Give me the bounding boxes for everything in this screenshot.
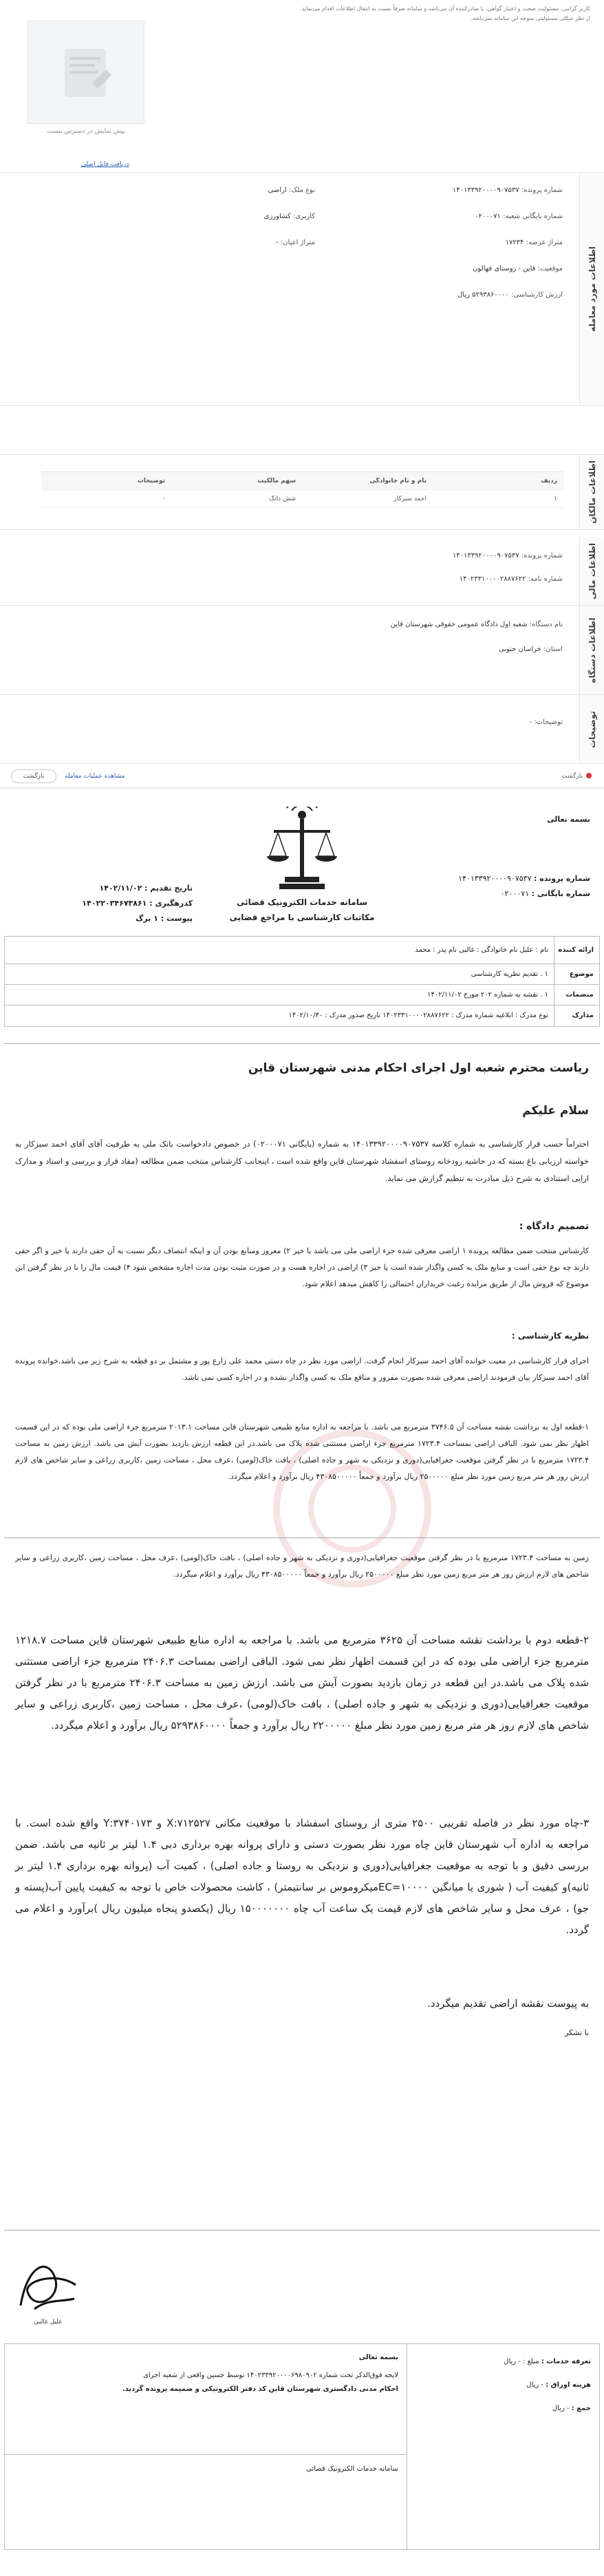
section-deal-info (0, 172, 604, 406)
table-header-cell: سهم مالکیت (257, 477, 296, 485)
letter-header-center (206, 807, 398, 922)
expert-opinion-title: نظریه کارشناسی : (511, 1331, 589, 1341)
field-usage: کاربری: کشاورزی (263, 213, 315, 220)
footer-registration (3, 2344, 407, 2549)
field-province: استان: خراسان جنوبی (498, 646, 563, 653)
footer-text-2: احکام مدنی دادگستری شهرستان قاین کد دفتر الکترونیکی و ضمیمه پرونده گردید. (122, 2385, 398, 2393)
field-land-area: متراژ عرصه: ۱۷۲۳۴ (505, 239, 563, 246)
field-archive-number: شماره بایگانی شعبه: ۰۲۰۰۰۷۱ (475, 213, 563, 220)
expert-paragraph-6: به پیوست نقشه اراضی تقدیم میگردد. (427, 1997, 589, 2010)
section-label: اطلاعات مالکان (579, 455, 604, 529)
footer-basmala: بسمه تعالی (358, 2354, 398, 2361)
expert-paragraph-2: ۱-قطعه اول به برداشت نقشه مساحت آن ۳۷۴۶.۵ مترمربع می باشد. با مراجعه به اداره منابع طبیعی شهرستان قاین مساحت ۲۰۱۳.۱ مترمربع جزء اراضی ملی بوده که در این قسمت اظهار نظر نمی شود. الباقی اراضی بمساحت ۱۷۲۳.۴ مترمربع جزء اراضی مستثنی شده پلاک می باشد.در این قطعه ارزش بازدید بصورت آیش می باشد. ارزش زمین به مساحت ۱۷۲۳.۴ مترمربع با در نظر گرفتن موقعیت جغرافیایی(دوری و نزدیکی به شهر و جاده اصلی) ، بافت خاک(لومی) ،عرف محل ، مساحت زمین ،کاربری زراعی و سایر شاخص های لازم ارزش روز هر متر مربع زمین مورد نظر مبلغ ۲۵۰۰۰۰۰ ریال برآورد و جمعاً ۴۳۰۸۵۰۰۰۰۰ ریال برآورد و اعلام میگردد. (15, 1423, 590, 1481)
signature-image (14, 2250, 83, 2317)
section-label: اطلاعات مورد معامله (579, 173, 604, 405)
divider (4, 2230, 600, 2231)
intro-paragraph: احتراماً حسب قرار کارشناسی به شماره کلاسه ۱۴۰۱۳۳۹۲۰۰۰۰۹۰۷۵۳۷ به شماره (بایگانی ۰۲۰۰۰۷۱) در خصوص دادخواست بانک ملی به طرفیت آقای آقای احمد سبزکار به خواسته ارزیابی باغ بسته که در حاشیه رودخانه روستای اسفشاد شهرستان قاین واقع شده است ، اینجانب کارشناس منتخب ضمن مطالعه (مفاد قرار و بررسی و اسناد و مدارک ارایی استنادی به شرح ذیل مبادرت به تنظیم گزارش می نماید. (15, 1139, 589, 1183)
table-cell: ۱ (554, 495, 557, 502)
meta-row-documents: مدارک نوع مدرک : ابلاغیه شماره مدرک : ۱۴۰۲۳۳۱۰۰۰۰۲۸۸۷۶۲۲ تاریخ صدور مدرک : ۱۴۰۲/۱۰/۳۰ (5, 1005, 599, 1026)
total-line: جمع : - ریال (552, 2405, 591, 2412)
submit-date-line: تاریخ تقدیم : ۱۴۰۲/۱۱/۰۲ (99, 884, 193, 893)
view-operations-link[interactable]: مشاهده عملیات معامله (65, 773, 125, 780)
signer-name: علیل غالبی (34, 2319, 63, 2325)
addressee: ریاست محترم شعبه اول اجرای احکام مدنی شهرستان قاین (248, 1061, 589, 1075)
letter-header-left (28, 881, 193, 926)
table-header-cell: نام و نام خانوادگی (369, 477, 427, 485)
owners-table (41, 471, 564, 508)
page-break (4, 1537, 600, 1538)
basmala: بسمه تعالی (547, 815, 590, 824)
signature-block (14, 2250, 83, 2332)
table-cell: احمد سبزکار (393, 495, 427, 502)
action-bar (0, 764, 604, 789)
org-subtitle: مکاتبات کارشناسی با مراجع قضایی (229, 913, 375, 922)
section-organization (0, 606, 604, 695)
expert-paragraph-4: ۲-قطعه دوم با برداشت نقشه مساحت آن ۳۶۲۵ مترمربع می باشد. با مراجعه به اداره منابع طبیعی شهرستان قاین مساحت ۱۲۱۸.۷ مترمربع جزء اراضی ملی بوده که در این قسمت اظهار نظر نمی شود. الباقی اراضی بمساحت ۲۴۰۶.۳ مترمربع جزء اراضی مستثنی شده پلاک می باشد.در این قطعه در زمان بازدید بصورت آیش می باشد. ارزش زمین به مساحت ۲۴۰۶.۳ مترمربع با در نظر گرفتن موقعیت جغرافیایی(دوری و نزدیکی به شهر و جاده اصلی) ، بافت خاک(لومی) ،عرف محل ، مساحت زمین ،کاربری زراعی و سایر شاخص های لازم روز هر متر مربع زمین مورد نظر مبلغ ۲۲۰۰۰۰۰ ریال برآورد و جمعاً ۵۲۹۳۸۶۰۰۰۰ ریال برآورد و اعلام میگردد. (15, 1634, 589, 1732)
divider (4, 1043, 600, 1044)
section-notes (0, 695, 604, 764)
org-title: سامانه خدمات الکترونیک قضائی (236, 897, 368, 907)
back-button[interactable]: بازگشت (11, 769, 56, 783)
table-row (41, 490, 564, 508)
field-letter-number: شماره نامه: ۱۴۰۲۳۳۱۰۰۰۰۲۸۸۷۶۲۲ (459, 575, 563, 583)
image-placeholder (28, 21, 144, 124)
notification-item[interactable]: بازگشت (561, 769, 592, 783)
table-header-row (41, 472, 564, 490)
decision-title: تصمیم دادگاه : (519, 1221, 589, 1232)
meta-row-applicant: ارائه کننده نام : علیل نام خانوادگی : غالبی نام پدر : محمد (5, 937, 599, 964)
expert-paragraph-1: اجرای قرار کارشناسی در معیت خوانده آقای احمد سبزکار انجام گرفت. اراضی مورد نظر در چاه دستی محمد علی زارع پور و مشتمل بر دو قطعه به شرح زیر می باشد.خوانده پرونده آقای احمد سبزکار بیان فرمودند اراضی معرفی شده بصورت مفروز و منافع ملک به کسی واگذار نشده و در اجاره کسی نمی باشد. (15, 1356, 589, 1382)
footer-fees (407, 2344, 599, 2549)
footer-box (4, 2343, 600, 2550)
section-owners (0, 454, 604, 530)
justice-scale-emblem (264, 807, 340, 896)
disclaimer-line-1: کاربر گرامی، مسئولیت صحت و اعتبار گواهی، با صادرکننده آن می‌باشد و سامانه صرفاً نسبت به انتقال اطلاعات اقدام می‌نماید (301, 6, 590, 12)
greeting: سلام علیکم (522, 1104, 589, 1118)
section-financial (0, 537, 604, 606)
image-placeholder-icon (27, 21, 144, 125)
divider (3, 2454, 407, 2455)
archive-number-line: شماره بایگانی : ۰۲۰۰۰۷۱ (500, 889, 590, 898)
cost-line: هزینه اوراق : - ریال (526, 2381, 591, 2389)
disclaimer-line-2: از نظر شکلی مسئولیتی متوجه این سامانه نمی‌باشد. (470, 15, 590, 21)
file-number-line: شماره پرونده : ۱۴۰۱۳۳۹۲۰۰۰۰۹۰۷۵۳۷ (458, 874, 590, 883)
table-header-cell: توضیحات (137, 477, 165, 485)
letter-header-right (411, 812, 590, 902)
fee-line: تعرفه خدمات : مبلغ : - ریال (504, 2358, 591, 2365)
judicial-letter (0, 801, 604, 2576)
field-financial-file-number: شماره پرونده: ۱۴۰۱۳۳۹۲۰۰۰۰۹۰۷۵۳۷ (452, 552, 563, 560)
footer-system-name: سامانه خدمات الکترونیک قضائی (306, 2465, 398, 2473)
decision-paragraph: کارشناس منتخب ضمن مطالعه پرونده ۱ اراضی معرفی شده جزء اراضی ملی می باشد یا خیر ۲) معروز ومنابع بودن آن و اینکه انتصاف دیگر نسبت به آن حقی دارند یا خیر و اگر حقی دارند چه نوع حقی است و منابع ملک به کسی واگذار شده است یا خیر ۳) اراضی در اجاره هست و در صورت مثبت بودن مدت اجاره مشخص شود ۴) قیمت مال را با در نظر گرفتن این موضوع که فروش مال از طریق مزایده رغبت خریداران احتمالی را کاهش میدهد اعلام شود. (15, 1246, 590, 1288)
thanks: با تشکر (565, 2028, 589, 2037)
attachment-line: پیوست : ۱ برگ (136, 914, 193, 923)
field-file-number: شماره پرونده: ۱۴۰۱۳۳۹۲۰۰۰۰۹۰۷۵۳۷ (452, 187, 563, 194)
image-caption: پیش نمایش در دسترس نیست (47, 128, 125, 135)
letter-meta-table (4, 936, 600, 1027)
footer-text-1: لایحه فوق‌الذکر تحت شماره ۱۴۰۲۳۳۹۲۰۰۰۰۶۹۸۰۹۰۲ توسط حسین واقعی از شعبه اجرای (143, 2372, 398, 2379)
download-original-link[interactable]: دریافت فایل اصلی (81, 161, 129, 168)
info-panel (0, 0, 604, 764)
table-header-cell: ردیف (541, 477, 557, 485)
field-building-area: متراژ اعیان: - (276, 239, 315, 246)
meta-row-subject: موضوع ۱ . تقدیم نظریه کارشناسی (5, 964, 599, 985)
field-org-name: نام دستگاه: شعبه اول دادگاه عمومی حقوقی شهرستان قاین (390, 621, 563, 628)
expert-paragraph-3: زمین به مساحت ۱۷۲۳.۴ مترمربع با در نظر گرفتن موقعیت جغرافیایی(دوری و نزدیکی به شهر و جاده اصلی) ، بافت خاک(لومی) ،عرف محل ، مساحت زمین ،کاربری زراعی و سایر شاخص های لازم ارزش روز هر متر مربع زمین مورد نظر مبلغ ۲۵۰۰۰۰۰ ریال برآورد و جمعاً ۴۳۰۸۵۰۰۰۰۰ ریال برآورد و اعلام میگردد. (15, 1553, 589, 1579)
section-label: توضیحات (579, 695, 604, 763)
tracking-code-line: کدرهگیری : ۱۴۰۲۲۰۳۴۶۷۳۸۶۱ (82, 899, 193, 908)
table-cell: شش دانگ (269, 495, 296, 502)
table-cell: - (162, 495, 165, 502)
section-label: اطلاعات دستگاه (579, 606, 604, 694)
meta-row-attachments: منضمات ۱ . نقشه به شماره ۲۰۲ مورخ ۱۴۰۲/۱۱/۰۲ (5, 985, 599, 1005)
field-notes: توضیحات: - (529, 718, 563, 726)
field-property-type: نوع ملک: اراضی (268, 187, 315, 194)
section-label: اطلاعات مالی (579, 537, 604, 605)
field-appraised-value: ارزش کارشناسی: ۵۲۹۳۸۶۰۰۰۰ ریال (457, 291, 563, 299)
expert-paragraph-5: ۳-چاه مورد نظر در فاصله تقریبی ۲۵۰۰ متری از روستای اسفشاد با موقعیت مکانی ۷۱۲۵۲۷:X و ۳۷۴۰۱۷۳:Y واقع شده است. با مراجعه به اداره آب شهرستان قاین چاه مورد نظر بصورت دستی و دارای پروانه بهره برداری دبی ۱.۴ لیتر بر ثانیه می باشد. ضمن بررسی دقیق و با توجه به موقعیت جغرافیایی(دوری و نزدیکی به روستا و جاده اصلی) ، کمیت آب (پروانه بهره برداری ۱.۴ لیتر بر ثانیه)و کیفیت آب ( شوری یا میانگین EC=۱۰۰۰۰میکروموس بر سانتیمتر) ، کاشت محصولات خاص با توجه به کیفیت پایین آب(پسته و جو) ، عرف محل و سایر شاخص های لازم قیمت یک ساعت آب چاه ۱۵۰۰۰۰۰۰۰ ریال (یکصدو پنجاه میلیون ریال )برآورد و اعلام می گردد. (15, 1817, 589, 1936)
field-location: موقعیت: قاین - روستای فهالون (473, 265, 563, 273)
